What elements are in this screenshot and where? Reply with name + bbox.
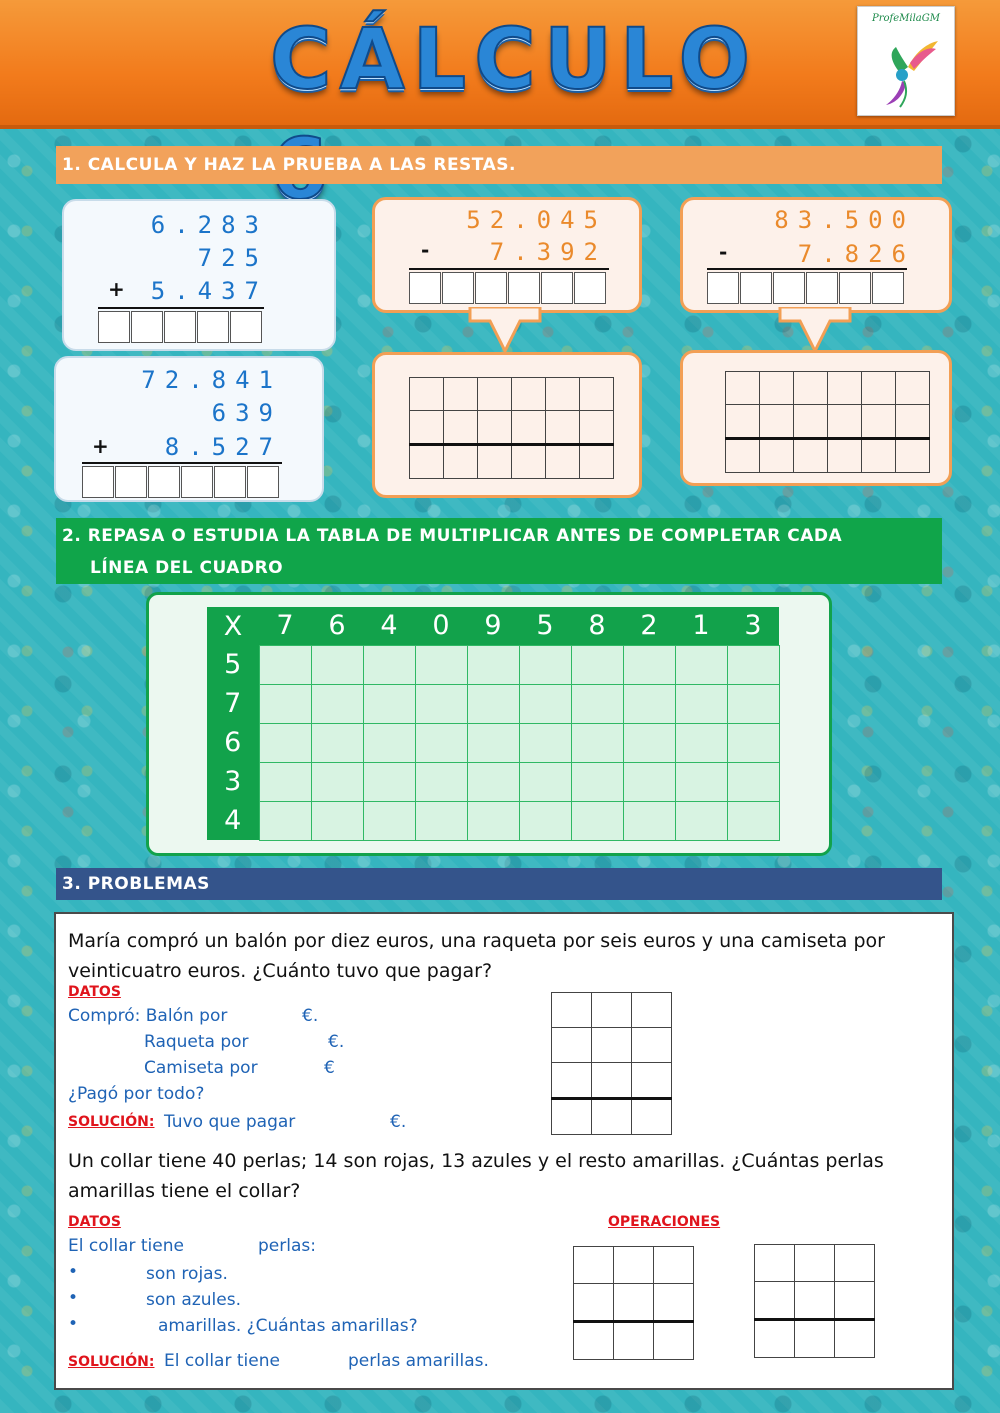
- p2-operation-grid-2[interactable]: [754, 1244, 875, 1358]
- bird-logo-icon: [870, 33, 942, 109]
- logo-text: ProfeMilaGM: [872, 13, 940, 24]
- p1-question: ¿Pagó por todo?: [68, 1084, 205, 1104]
- table-header-row: [207, 607, 779, 645]
- solucion-label: SOLUCIÓN:: [68, 1114, 155, 1130]
- p1-solution-text: Tuvo que pagar: [164, 1112, 296, 1132]
- p2-solution-unit: perlas amarillas.: [348, 1351, 489, 1371]
- arrow-down-icon: [770, 307, 860, 353]
- problems-box: [54, 912, 954, 1390]
- column-header: 4: [363, 607, 415, 645]
- addition-panel-1: [62, 199, 336, 351]
- row-header: 3: [207, 762, 259, 801]
- operand: 5.437: [150, 277, 268, 305]
- column-header: 0: [415, 607, 467, 645]
- column-header: 1: [675, 607, 727, 645]
- subtrahend: 7.826: [797, 240, 915, 268]
- multiplication-table: [207, 607, 780, 841]
- row-header: 7: [207, 684, 259, 723]
- plus-sign: +: [108, 277, 125, 301]
- table-row: [207, 762, 779, 801]
- section2-title: [56, 518, 942, 584]
- result-line: [98, 307, 264, 309]
- table-row: [207, 801, 779, 840]
- solucion-label: SOLUCIÓN:: [68, 1354, 155, 1370]
- operand: 639: [211, 399, 282, 427]
- p2-bullet2: son azules.: [146, 1290, 241, 1310]
- problem2-text-line1: Un collar tiene 40 perlas; 14 son rojas, 13 azules y el resto amarillas. ¿Cuántas perlas: [68, 1150, 884, 1172]
- result-line: [82, 462, 282, 464]
- result-line: [707, 268, 907, 270]
- table-row: [207, 684, 779, 723]
- p1-solution-unit: €.: [390, 1112, 407, 1132]
- p1-line3-label: Camiseta por: [144, 1058, 258, 1078]
- proof-grid[interactable]: [409, 377, 614, 479]
- section2-title-line1: 2. REPASA O ESTUDIA LA TABLA DE MULTIPLICAR ANTES DE COMPLETAR CADA: [62, 526, 843, 546]
- answer-boxes[interactable]: [82, 466, 280, 498]
- problem1-text-line2: veinticuatro euros. ¿Cuánto tuvo que pagar?: [68, 960, 493, 982]
- minus-sign: -: [421, 238, 430, 262]
- p1-line1-label: Compró: Balón por: [68, 1006, 228, 1026]
- answer-boxes[interactable]: [98, 311, 263, 343]
- section1-title: 1. CALCULA Y HAZ LA PRUEBA A LAS RESTAS.: [56, 146, 942, 184]
- datos-label: DATOS: [68, 1214, 121, 1230]
- row-header: 5: [207, 645, 259, 684]
- plus-sign: +: [92, 434, 109, 458]
- subtrahend: 7.392: [489, 238, 607, 266]
- operaciones-label: OPERACIONES: [608, 1214, 721, 1230]
- section3-title: 3. PROBLEMAS: [56, 868, 942, 900]
- answer-boxes[interactable]: [409, 272, 607, 304]
- row-header: 4: [207, 801, 259, 840]
- operand: 8.527: [164, 433, 282, 461]
- p1-line2-unit: €.: [328, 1032, 345, 1052]
- minuend: 83.500: [774, 206, 915, 234]
- column-header: 9: [467, 607, 519, 645]
- subtraction-panel-2: [680, 197, 952, 313]
- result-line: [409, 268, 609, 270]
- datos-label: DATOS: [68, 984, 121, 1000]
- column-header: 6: [311, 607, 363, 645]
- proof-panel-2: [680, 350, 952, 486]
- p2-line1-label: El collar tiene: [68, 1236, 184, 1256]
- p1-line3-unit: €: [324, 1058, 335, 1078]
- proof-panel-1: [372, 352, 642, 498]
- operand: 6.283: [150, 211, 268, 239]
- operand: 725: [197, 244, 268, 272]
- p2-operation-grid-1[interactable]: [573, 1246, 694, 1360]
- table-row: [207, 645, 779, 684]
- bullet: •: [68, 1288, 79, 1308]
- p2-bullet1: son rojas.: [146, 1264, 228, 1284]
- minuend: 52.045: [466, 206, 607, 234]
- corner-cell: X: [207, 607, 259, 645]
- worksheet-title: CÁLCULO: [270, 10, 758, 108]
- table-row: [207, 723, 779, 762]
- logo: [857, 6, 955, 116]
- multiplication-table-panel: [146, 592, 832, 856]
- section2-title-line2: LÍNEA DEL CUADRO: [90, 558, 284, 578]
- answer-boxes[interactable]: [707, 272, 905, 304]
- p1-operation-grid[interactable]: [551, 992, 672, 1135]
- bullet: •: [68, 1262, 79, 1282]
- minus-sign: -: [719, 240, 728, 264]
- arrow-down-icon: [460, 307, 550, 353]
- column-header: 8: [571, 607, 623, 645]
- column-header: 7: [259, 607, 311, 645]
- p1-line2-label: Raqueta por: [144, 1032, 249, 1052]
- p2-line1-unit: perlas:: [258, 1236, 316, 1256]
- column-header: 3: [727, 607, 779, 645]
- p2-bullet3: amarillas. ¿Cuántas amarillas?: [158, 1316, 418, 1336]
- p2-solution-text: El collar tiene: [164, 1351, 280, 1371]
- row-header: 6: [207, 723, 259, 762]
- subtraction-panel-1: [372, 197, 642, 313]
- bullet: •: [68, 1314, 79, 1334]
- column-header: 2: [623, 607, 675, 645]
- p1-line1-unit: €.: [302, 1006, 319, 1026]
- column-header: 5: [519, 607, 571, 645]
- problem2-text-line2: amarillas tiene el collar?: [68, 1180, 301, 1202]
- operand: 72.841: [141, 366, 282, 394]
- problem1-text-line1: María compró un balón por diez euros, una raqueta por seis euros y una camiseta por: [68, 930, 885, 952]
- addition-panel-2: [54, 356, 324, 502]
- proof-grid[interactable]: [725, 371, 930, 473]
